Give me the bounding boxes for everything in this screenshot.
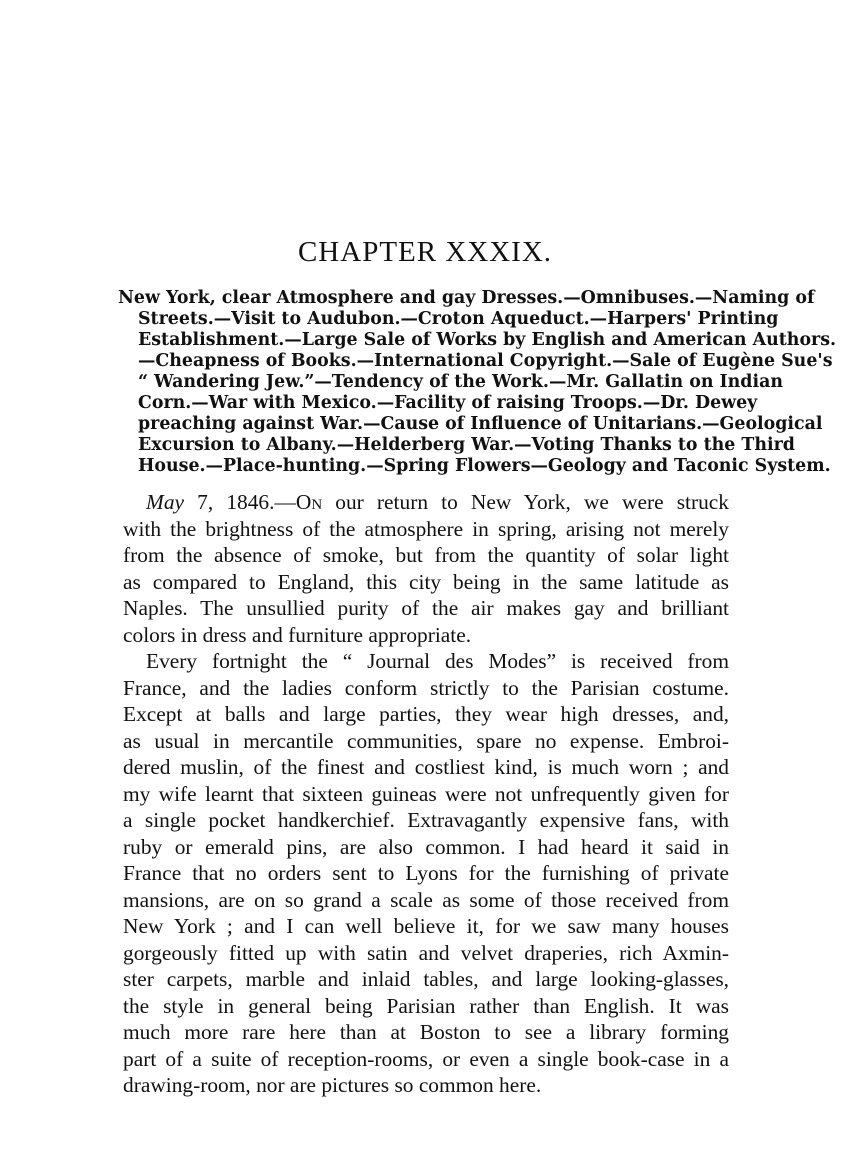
synopsis-line: Corn.—War with Mexico.—Facility of raising Troops.—Dr. Dewey [138,393,758,413]
synopsis-line: “ Wandering Jew.”—Tendency of the Work.—Mr. Gallatin on Indian [138,372,783,392]
body-line: Naples. The unsullied purity of the air makes gay and brilliant [123,596,729,620]
body-line-dateline [123,489,729,516]
chapter-title: CHAPTER XXXIX. [297,236,553,268]
first-line-rest: our return to New York, we were struck [322,490,729,514]
body-line: as compared to England, this city being in the same latitude as [123,569,729,594]
body-line: France, and the ladies conform strictly to the Parisian costume. [123,675,729,700]
body-line: New York ; and I can well believe it, for we saw many houses [123,914,729,938]
date-day: 7, [197,490,214,514]
body-text [123,489,729,1099]
body-line: colors in dress and furniture appropriate. [123,622,472,647]
synopsis-line: Excursion to Albany.—Helderberg War.—Voting Thanks to the Third [138,435,795,455]
opening-word: —On [274,490,323,514]
body-line: France that no orders sent to Lyons for the furnishing of private [123,861,729,885]
synopsis-line: Establishment.—Large Sale of Works by English and American Authors. [138,330,837,350]
body-line: dered muslin, of the finest and costliest kind, is much worn ; and [123,755,729,779]
body-line: as usual in mercantile communities, spare no expense. Embroi- [123,728,729,753]
body-line: my wife learnt that sixteen guineas were not unfrequently given for [123,781,729,806]
synopsis-line: preaching against War.—Cause of Influence of Unitarians.—Geological [138,414,823,434]
chapter-synopsis [118,288,837,477]
synopsis-line: New York, clear Atmosphere and gay Dresses.—Omnibuses.—Naming of [118,288,815,308]
body-line: from the absence of smoke, but from the quantity of solar light [123,543,729,567]
body-line: ster carpets, marble and inlaid tables, and large looking-glasses, [123,967,729,991]
body-line: part of a suite of reception-rooms, or even a single book-case in a [123,1046,729,1071]
synopsis-line: Streets.—Visit to Audubon.—Croton Aqueduct.—Harpers' Printing [138,309,779,329]
body-line: Except at balls and large parties, they wear high dresses, and, [123,702,729,726]
date-month: May [146,490,185,514]
body-line: ruby or emerald pins, are also common. I had heard it said in [123,834,729,859]
body-line: Every fortnight the “ Journal des Modes” is received from [146,649,729,673]
body-line: much more rare here than at Boston to see a library forming [123,1020,729,1044]
body-line: gorgeously fitted up with satin and velvet draperies, rich Axmin- [123,940,729,965]
body-line: with the brightness of the atmosphere in spring, arising not merely [123,516,729,541]
synopsis-line: —Cheapness of Books.—International Copyright.—Sale of Eugène Sue's [138,351,833,371]
synopsis-line: House.—Place-hunting.—Spring Flowers—Geology and Taconic System. [138,456,831,476]
body-line: mansions, are on so grand a scale as some of those received from [123,887,729,912]
body-line: drawing-room, nor are pictures so common here. [123,1073,542,1097]
body-line: the style in general being Parisian rather than English. It was [123,993,729,1018]
date-year: 1846. [226,490,275,514]
body-line: a single pocket handkerchief. Extravagantly expensive fans, with [123,808,729,832]
